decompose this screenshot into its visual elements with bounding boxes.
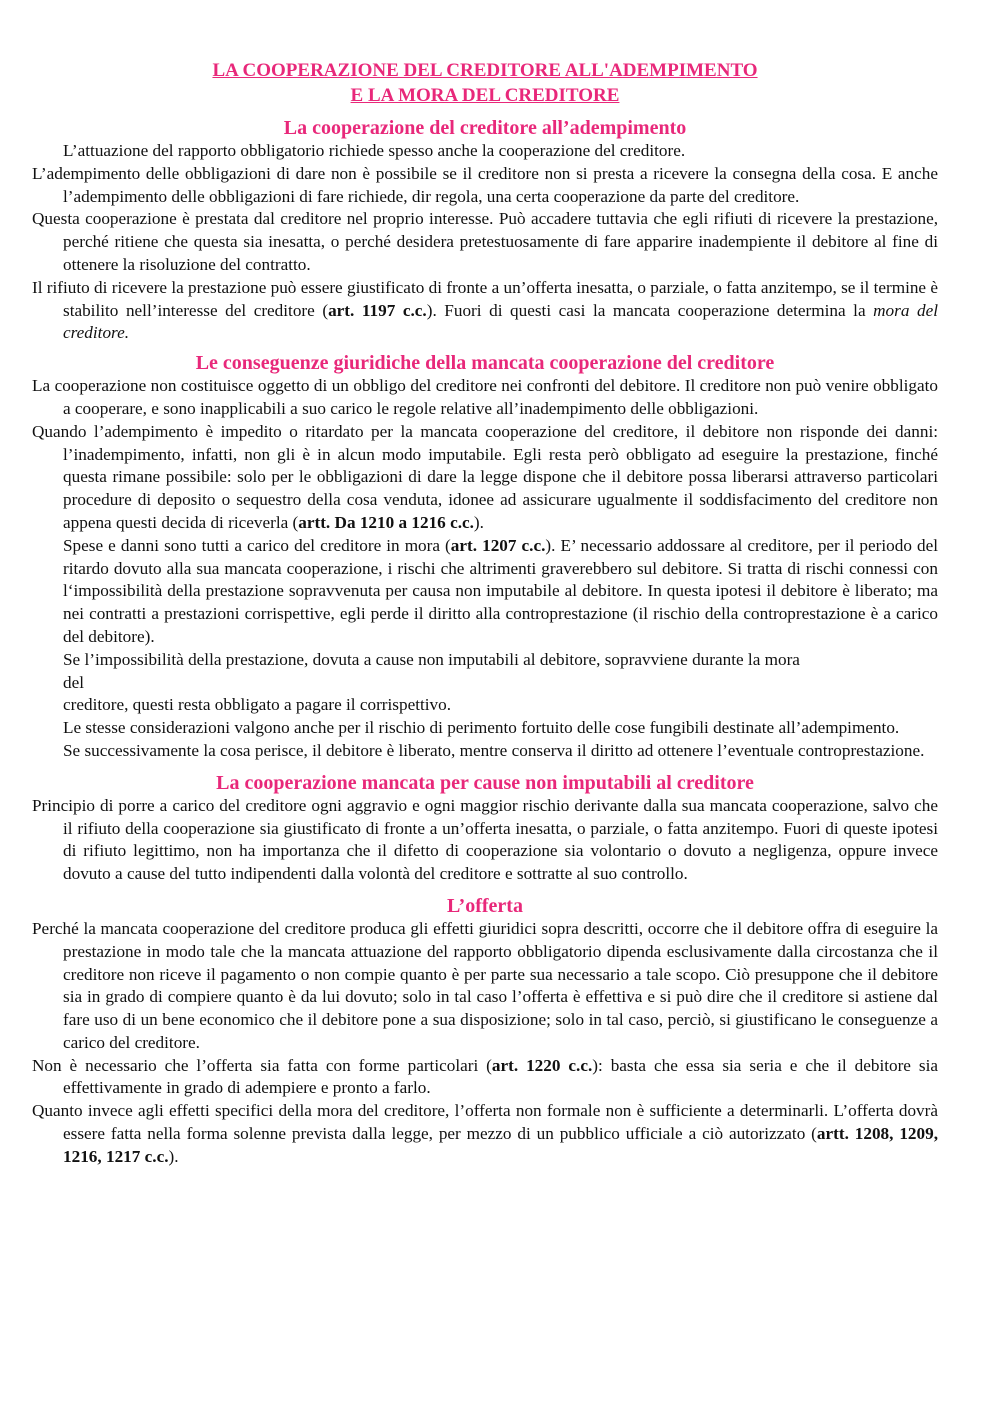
paragraph: L’attuazione del rapporto obbligatorio richiede spesso anche la cooperazione del creditore. bbox=[63, 141, 686, 160]
section-heading-cause-non-imputabili: La cooperazione mancata per cause non imputabili al creditore bbox=[216, 771, 754, 794]
paragraph: La cooperazione non costituisce oggetto di un obbligo del creditore nei confronti del debitore. Il creditore non può venire obbligato a cooperare, e sono inapplicabili a suo carico le regole relative all’inadempimento delle obbligazioni. bbox=[32, 376, 938, 418]
paragraph: Se successivamente la cosa perisce, il debitore è liberato, mentre conserva il diritto ad ottenere l’eventuale controprestazione. bbox=[63, 740, 925, 760]
paragraph bbox=[32, 277, 938, 345]
paragraph-text: ). E’ necessario addossare al creditore, per il periodo del ritardo dovuto alla sua mancata cooperazione, i rischi che altrimenti graverebbero sul debitore. Si tratta di rischi connessi con l‘impossibilità della prestazione sopravvenuta per causa non imputabile al debitore. In questa ipotesi il debitore è liberato; ma nei contratti a prestazioni corrispettive, egli perde il diritto alla controprestazione (il rischio della controprestazione è a carico del debitore). bbox=[63, 535, 938, 646]
paragraph-line: del bbox=[63, 672, 84, 692]
paragraph-line: Se l’impossibilità della prestazione, dovuta a cause non imputabili al debitore, sopravviene durante la mora bbox=[63, 649, 800, 669]
document-title-line2: E LA MORA DEL CREDITORE bbox=[350, 85, 620, 106]
paragraph-text: Il rifiuto di ricevere la prestazione può essere giustificato di fronte a un’offerta inesatta, o parziale, o fatta anzitempo, se il termine è stabilito nell’interesse del creditore ( bbox=[32, 277, 938, 320]
paragraph bbox=[32, 1055, 938, 1101]
document-title-line1: LA COOPERAZIONE DEL CREDITORE ALL'ADEMPIMENTO bbox=[212, 60, 758, 81]
article-reference: artt. Da 1210 a 1216 c.c. bbox=[298, 512, 474, 532]
paragraph bbox=[32, 421, 938, 535]
article-reference: art. 1220 c.c. bbox=[491, 1055, 593, 1075]
section-heading-offerta: L’offerta bbox=[447, 894, 523, 917]
paragraph bbox=[32, 535, 938, 649]
article-reference: art. 1207 c.c. bbox=[450, 535, 546, 555]
paragraph-text: Quando l’adempimento è impedito o ritardato per la mancata cooperazione del creditore, il debitore non risponde dei danni: l’inadempimento, infatti, non gli è in alcun modo imputabile. Egli resta però obbligato ad eseguire la prestazione, finché questa rimane possibile: solo per le obbligazioni di dare la legge dispone che il debitore possa liberarsi attraverso particolari procedure di deposito o sequestro della cosa venduta, idonee ad assicurare ugualmente il soddisfacimento del creditore non appena questi decida di riceverla ( bbox=[32, 421, 938, 532]
paragraph: Perché la mancata cooperazione del creditore produca gli effetti giuridici sopra descritti, occorre che il debitore offra di eseguire la prestazione in modo tale che la mancata attuazione del rapporto obbligatorio dipenda esclusivamente dalla circostanza che il creditore non riceve il pagamento o non compie quanto è per parte sua necessario a tale scopo. Ciò presuppone che il debitore sia in grado di compiere quanto è da lui dovuto; solo in tal caso l’offerta è effettiva e si può dire che il creditore si astiene dal fare uso di un bene economico che il debitore pone a sua disposizione; solo in tal caso, perciò, si giustificano le conseguenze a carico del creditore. bbox=[32, 918, 938, 1052]
paragraph-text: ). bbox=[473, 512, 484, 532]
section-heading-cooperazione: La cooperazione del creditore all’adempimento bbox=[283, 117, 687, 139]
paragraph: Questa cooperazione è prestata dal creditore nel proprio interesse. Può accadere tuttavia che egli rifiuti di ricevere la prestazione, perché ritiene che questa sia inesatta, o perché desidera pretestuosamente di fare apparire inadempiente il debitore al fine di ottenere la risoluzione del contratto. bbox=[32, 209, 938, 274]
italic-term: mora del creditore. bbox=[63, 300, 938, 343]
article-reference: artt. 1208, 1209, 1216, 1217 c.c. bbox=[63, 1124, 938, 1166]
paragraph-text: ). bbox=[168, 1146, 179, 1166]
section-heading-conseguenze: Le conseguenze giuridiche della mancata cooperazione del creditore bbox=[195, 352, 775, 375]
paragraph: L’adempimento delle obbligazioni di dare non è possibile se il creditore non si presta a ricevere la consegna della cosa. E anche l’adempimento delle obbligazioni di fare richiede, dir regola, una certa cooperazione da parte del creditore. bbox=[32, 163, 938, 206]
paragraph-line: creditore, questi resta obbligato a pagare il corrispettivo. bbox=[63, 695, 452, 715]
paragraph-text: Quanto invece agli effetti specifici della mora del creditore, l’offerta non formale non è sufficiente a determinarli. L’offerta dovrà essere fatta nella forma solenne prevista dalla legge, per mezzo di un pubblico ufficiale a ciò autorizzato ( bbox=[32, 1101, 938, 1144]
paragraph-text: Non è necessario che l’offerta sia fatta con forme particolari ( bbox=[32, 1055, 492, 1075]
paragraph-text: ): basta che essa sia seria e che il debitore sia effettivamente in grado di adempiere e pronto a farlo. bbox=[63, 1055, 938, 1098]
paragraph: Principio di porre a carico del creditore ogni aggravio e ogni maggior rischio derivante dalla sua mancata cooperazione, salvo che il rifiuto della cooperazione sia giustificato di fronte a un’offerta inesatta, o parziale, o fatta anzitempo. Fuori di queste ipotesi di rifiuto legittimo, non ha importanza che il difetto di cooperazione sia volontario o dovuto a negligenza, oppure invece dovuto a cause del tutto indipendenti dalla volontà del creditore e sottratte al suo controllo. bbox=[32, 795, 938, 884]
paragraph bbox=[32, 1100, 938, 1168]
paragraph-text: ). Fuori di questi casi la mancata cooperazione determina la bbox=[426, 300, 874, 320]
paragraph: Le stesse considerazioni valgono anche per il rischio di perimento fortuito delle cose fungibili destinate all’adempimento. bbox=[63, 718, 900, 738]
article-reference: art. 1197 c.c. bbox=[328, 300, 427, 320]
document-page bbox=[32, 58, 938, 1169]
paragraph-text: Spese e danni sono tutti a carico del creditore in mora ( bbox=[63, 535, 451, 555]
